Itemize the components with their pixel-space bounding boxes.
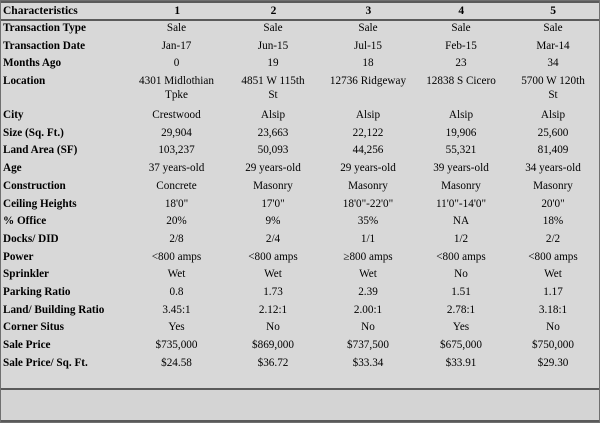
cell-comp-3: 22,122 [352, 126, 384, 139]
cell-comp-1: Jan-17 [161, 39, 192, 52]
cell-comp-1: Sale [166, 22, 187, 34]
cell-comp-4: Masonry [441, 179, 481, 192]
cell-comp-1: 20% [166, 215, 187, 228]
cell-comp-4: <800 amps [436, 250, 486, 263]
cell-comp-2: <800 amps [248, 250, 298, 263]
cell-comp-2: No [266, 321, 280, 334]
row-label: Sale Price/ Sq. Ft. [3, 356, 88, 369]
cell-comp-3: 2.00:1 [353, 303, 383, 316]
row-label: Land Area (SF) [3, 144, 78, 157]
col-header-3: 3 [365, 5, 372, 17]
table-row [2, 21, 599, 39]
cell-comp-4: No [454, 268, 468, 281]
table-row [2, 267, 599, 285]
cell-comp-4: Feb-15 [445, 39, 477, 52]
cell-comp-2: Jun-15 [257, 39, 289, 52]
row-label: Transaction Type [3, 22, 86, 34]
cell-comp-4: $675,000 [440, 339, 482, 351]
cell-comp-5: 81,409 [537, 144, 569, 157]
cell-comp-3: Jul-15 [354, 39, 382, 52]
cell-comp-3: 1/1 [360, 232, 376, 245]
cell-comp-2: Wet [264, 268, 282, 281]
row-label: Corner Situs [3, 321, 65, 334]
col-header-5: 5 [550, 5, 556, 17]
cell-comp-3: 12736 Ridgeway [329, 75, 407, 88]
comparables-body [2, 21, 599, 373]
cell-comp-4: Alsip [448, 109, 474, 122]
cell-comp-1: $735,000 [155, 339, 198, 351]
cell-comp-5: No [546, 321, 560, 334]
cell-comp-3: ≥800 amps [343, 250, 393, 263]
cell-comp-5: 25,600 [537, 126, 569, 139]
col-header-2: 2 [270, 5, 277, 17]
cell-comp-1: Crestwood [152, 109, 201, 122]
cell-comp-1: 0 [173, 57, 180, 70]
col-header-4: 4 [458, 5, 465, 17]
cell-comp-1: 0.8 [169, 285, 184, 298]
cell-comp-4: $33.91 [445, 356, 477, 369]
cell-comp-1: 29,904 [161, 126, 192, 139]
cell-comp-3: 35% [357, 215, 379, 228]
cell-comp-4: 1/2 [453, 232, 469, 245]
cell-comp-1: Yes [168, 321, 185, 334]
cell-comp-2: $36.72 [257, 356, 289, 369]
cell-comp-4: Sale [451, 22, 471, 34]
cell-comp-4: 55,321 [445, 144, 477, 157]
table-row [2, 320, 599, 338]
cell-comp-3: 18 [362, 57, 374, 70]
col-header-1: 1 [174, 5, 181, 17]
row-label: Construction [3, 179, 66, 192]
cell-comp-3: 29 years-old [340, 162, 396, 175]
cell-comp-1: 2/8 [169, 232, 184, 245]
row-label: Months Ago [3, 57, 62, 70]
row-label: Power [3, 250, 34, 263]
cell-comp-2: 29 years-old [245, 162, 301, 175]
row-label: City [3, 109, 24, 122]
cell-comp-4: 12838 S Cicero [426, 75, 496, 88]
cell-comp-4: Yes [452, 321, 470, 334]
comparables-table [2, 21, 599, 373]
table-row [2, 108, 599, 126]
cell-comp-5: 2/2 [545, 232, 561, 245]
row-label: % Office [3, 215, 47, 228]
cell-comp-2: 19 [267, 57, 279, 70]
cell-comp-1: <800 amps [151, 250, 202, 263]
table-row [2, 303, 599, 321]
cell-comp-3: Sale [358, 22, 378, 34]
cell-comp-5: 18% [542, 215, 564, 228]
cell-comp-2: 50,093 [257, 144, 289, 157]
cell-comp-3: 2.39 [358, 285, 378, 298]
table-row [2, 232, 599, 250]
row-label: Land/ Building Ratio [3, 303, 105, 316]
row-label: Sale Price [3, 339, 51, 351]
cell-comp-5: 1.17 [543, 285, 563, 298]
cell-comp-2: Sale [263, 22, 283, 34]
cell-comp-3: Masonry [348, 179, 388, 192]
footer-space [1, 390, 599, 422]
cell-comp-5: Alsip [540, 109, 566, 122]
cell-comp-5: Wet [544, 268, 562, 281]
cell-comp-2: 23,663 [257, 126, 289, 139]
table-row [2, 39, 599, 57]
cell-comp-3: 44,256 [352, 144, 384, 157]
cell-comp-2: 2/4 [265, 232, 281, 245]
row-label: Parking Ratio [3, 285, 71, 298]
cell-comp-5: Sale [543, 22, 563, 34]
table-row [2, 250, 599, 268]
cell-comp-1: 37 years-old [148, 162, 205, 175]
cell-comp-3: Wet [359, 268, 377, 281]
cell-comp-5: 3.18:1 [538, 303, 568, 316]
table-row [2, 285, 599, 303]
table-row [2, 56, 599, 74]
top-rule [1, 1, 599, 3]
row-label: Ceiling Heights [3, 197, 77, 210]
end-rule [1, 420, 599, 422]
row-label: Docks/ DID [3, 232, 59, 245]
cell-comp-4: 2.78:1 [446, 303, 476, 316]
cell-comp-3: 18'0"-22'0" [342, 197, 394, 210]
cell-comp-2: Alsip [260, 109, 286, 122]
table-row [2, 74, 599, 108]
cell-comp-4: NA [452, 215, 470, 228]
cell-comp-1: 4301 Midlothian Tpke [139, 75, 214, 102]
cell-comp-3: $737,500 [347, 339, 389, 351]
cell-comp-5: Masonry [533, 179, 573, 192]
row-label: Sprinkler [3, 268, 50, 281]
cell-comp-2: 9% [265, 215, 281, 228]
table-row [2, 161, 599, 179]
cell-comp-1: Concrete [156, 179, 197, 192]
cell-comp-4: 11'0"-14'0" [435, 197, 487, 210]
cell-comp-1: 3.45:1 [162, 303, 191, 316]
table-row [2, 179, 599, 197]
cell-comp-2: 4851 W 115th St [241, 75, 305, 102]
cell-comp-4: 39 years-old [433, 162, 489, 175]
table-row [2, 356, 599, 374]
row-label: Transaction Date [3, 39, 86, 52]
cell-comp-1: $24.58 [161, 356, 192, 369]
cell-comp-5: $29.30 [537, 356, 569, 369]
cell-comp-2: 1.73 [263, 285, 283, 298]
cell-comp-1: Wet [167, 268, 186, 281]
cell-comp-1: 103,237 [158, 144, 195, 157]
cell-comp-1: 18'0" [164, 197, 189, 210]
header-label: Characteristics [3, 5, 78, 17]
header-row [2, 4, 599, 18]
cell-comp-3: No [361, 321, 375, 334]
cell-comp-5: 5700 W 120th St [521, 75, 585, 102]
table-row [2, 126, 599, 144]
cell-comp-5: 34 [547, 57, 559, 70]
cell-comp-5: $750,000 [532, 339, 574, 351]
table-row [2, 143, 599, 161]
cell-comp-5: Mar-14 [536, 39, 570, 52]
table-row [2, 197, 599, 215]
cell-comp-4: 1.51 [451, 285, 471, 298]
table-row [2, 338, 599, 356]
cell-comp-5: 34 years-old [525, 162, 581, 175]
cell-comp-2: 17'0" [261, 197, 285, 210]
cell-comp-5: <800 amps [528, 250, 578, 263]
cell-comp-2: 2.12:1 [258, 303, 288, 316]
cell-comp-4: 23 [455, 57, 467, 70]
row-label: Size (Sq. Ft.) [3, 126, 64, 139]
cell-comp-3: $33.34 [352, 356, 384, 369]
cell-comp-2: $869,000 [252, 339, 294, 351]
cell-comp-5: 20'0" [541, 197, 565, 210]
table-row [2, 214, 599, 232]
cell-comp-3: Alsip [355, 109, 381, 122]
row-label: Location [3, 75, 46, 88]
cell-comp-2: Masonry [253, 179, 293, 192]
cell-comp-4: 19,906 [445, 126, 477, 139]
row-label: Age [3, 162, 22, 175]
